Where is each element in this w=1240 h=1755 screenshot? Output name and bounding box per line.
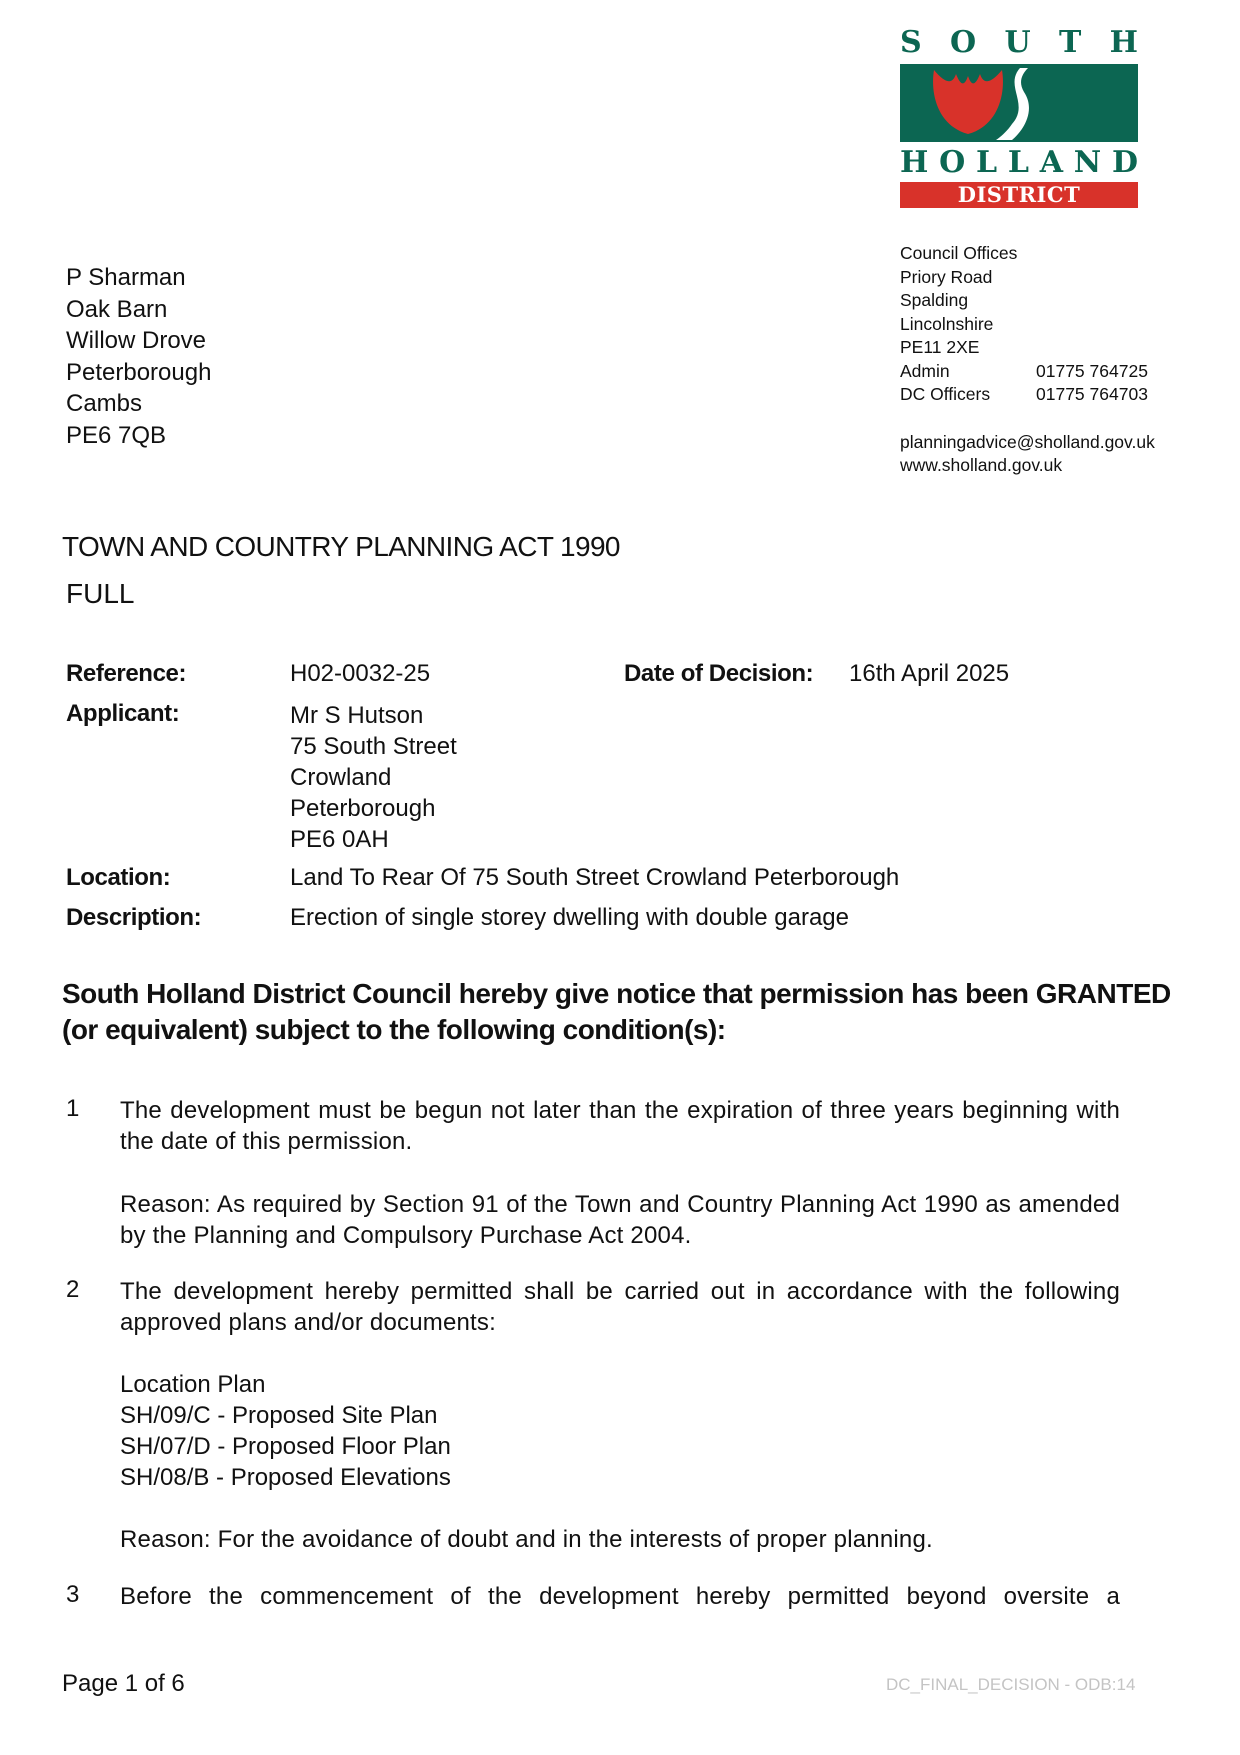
plan-item: Location Plan <box>120 1371 266 1398</box>
applicant-address <box>290 700 457 855</box>
reference-label: Reference: <box>66 660 187 687</box>
decision-date-value: 16th April 2025 <box>849 660 1010 687</box>
applicant-line: Mr S Hutson <box>290 702 424 729</box>
condition-number: 3 <box>66 1581 80 1608</box>
decision-date-label: Date of Decision: <box>624 660 814 687</box>
council-address-line: Council Offices <box>900 243 1018 263</box>
applicant-line: Crowland <box>290 764 392 791</box>
applicant-line: 75 South Street <box>290 733 457 760</box>
tulip-emblem <box>900 64 1138 142</box>
logo-holland-letters: H O L L A N D <box>900 145 1138 180</box>
condition-reason: Reason: As required by Section 91 of the Town and Country Planning Act 1990 as amended by the Planning and Compulsory Purchase Act 2004. <box>120 1191 1120 1249</box>
approved-plans-list <box>120 1369 451 1493</box>
council-web <box>900 431 1155 478</box>
application-type: FULL <box>66 578 135 609</box>
document-code: DC_FINAL_DECISION - ODB:14 <box>886 1675 1136 1694</box>
plan-item: SH/09/C - Proposed Site Plan <box>120 1402 438 1429</box>
phone-number: 01775 764725 <box>1036 360 1148 381</box>
condition-number: 2 <box>66 1276 80 1303</box>
phone-label: Admin <box>900 360 950 381</box>
phone-row-dc-officers <box>900 383 1155 407</box>
plan-item: SH/08/B - Proposed Elevations <box>120 1464 451 1491</box>
recipient-line: P Sharman <box>66 264 186 291</box>
applicant-label: Applicant: <box>66 700 180 727</box>
condition-reason: Reason: For the avoidance of doubt and in the interests of proper planning. <box>120 1526 933 1553</box>
phone-row-admin <box>900 360 1155 384</box>
council-address-line: Priory Road <box>900 266 993 287</box>
plan-item: SH/07/D - Proposed Floor Plan <box>120 1433 451 1460</box>
recipient-line: PE6 7QB <box>66 421 167 449</box>
council-address-line: Spalding <box>900 290 969 310</box>
condition-text: The development must be begun not later than the expiration of three years beginning with the date of this permission. <box>120 1097 1120 1155</box>
applicant-line: PE6 0AH <box>290 826 389 853</box>
council-website[interactable]: www.sholland.gov.uk <box>900 455 1063 475</box>
council-address-line: Lincolnshire <box>900 313 994 334</box>
recipient-line: Willow Drove <box>66 327 207 354</box>
location-value: Land To Rear Of 75 South Street Crowland Peterborough <box>290 864 900 891</box>
grant-notice: South Holland District Council hereby give notice that permission has been GRANTED (or equivalent) subject to the following condition(s): <box>62 978 1171 1045</box>
location-label: Location: <box>66 864 171 891</box>
description-value: Erection of single storey dwelling with double garage <box>290 904 849 931</box>
tulip-icon <box>900 64 1138 142</box>
council-logo <box>900 25 1138 233</box>
recipient-line: Oak Barn <box>66 295 168 323</box>
condition-text: Before the commencement of the development hereby permitted beyond oversite a <box>120 1583 1120 1610</box>
act-heading: TOWN AND COUNTRY PLANNING ACT 1990 <box>62 531 620 562</box>
phone-number: 01775 764703 <box>1036 384 1148 404</box>
description-label: Description: <box>66 904 202 931</box>
reference-value: H02-0032-25 <box>290 660 431 687</box>
applicant-line: Peterborough <box>290 795 436 822</box>
logo-subtitle: DISTRICT COUNCIL <box>900 182 1138 208</box>
council-address-line: PE11 2XE <box>900 337 980 357</box>
phone-label: DC Officers <box>900 384 991 404</box>
recipient-line: Cambs <box>66 390 143 417</box>
recipient-line: Peterborough <box>66 358 212 386</box>
recipient-address <box>66 262 211 451</box>
logo-south-letters: S O U T H <box>900 25 1138 60</box>
page-number: Page 1 of 6 <box>62 1670 185 1697</box>
council-email[interactable]: planningadvice@sholland.gov.uk <box>900 431 1155 452</box>
council-contact <box>900 242 1155 478</box>
condition-text: The development hereby permitted shall be carried out in accordance with the following approved plans and/or documents: <box>120 1278 1120 1336</box>
condition-number: 1 <box>66 1095 80 1122</box>
